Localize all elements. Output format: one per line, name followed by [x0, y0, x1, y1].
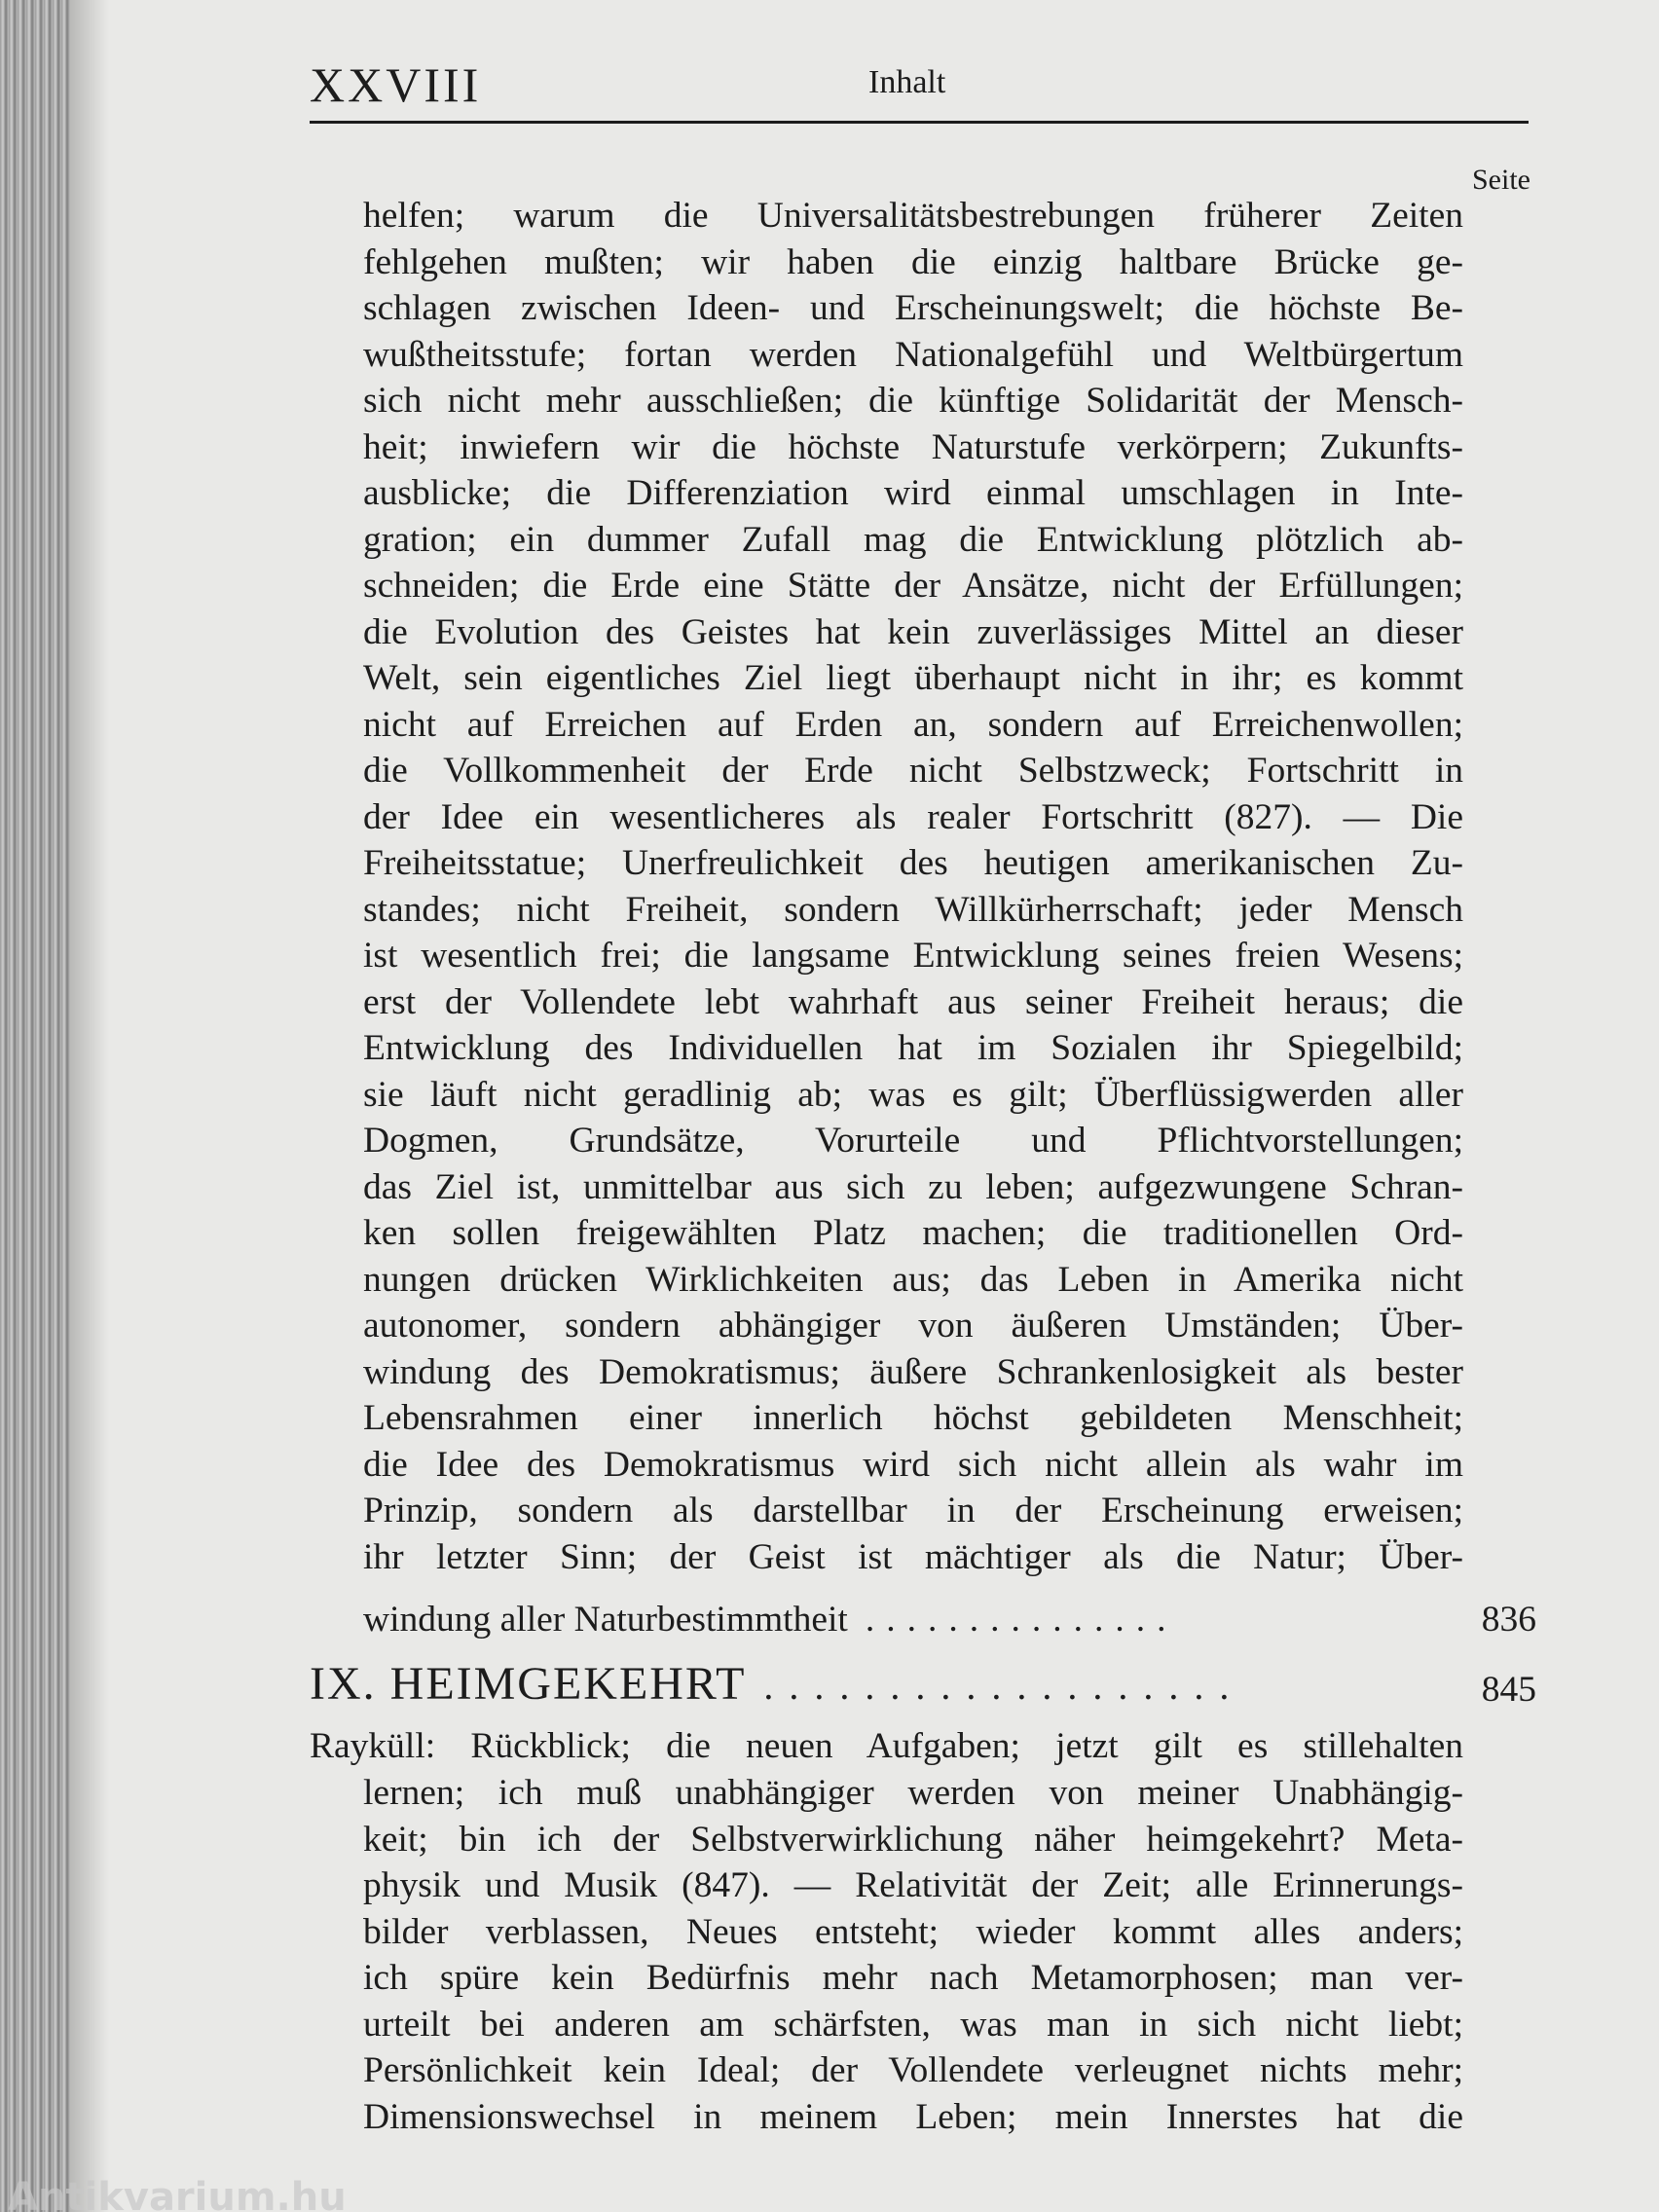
- text-line: wußtheitsstufe; fortan werden Nationalgefühl und Weltbürgertum: [363, 334, 1463, 375]
- text-line: urteilt bei anderen am schärfsten, was man in sich nicht liebt;: [363, 2004, 1463, 2045]
- watermark: Antikvarium.hu: [8, 2175, 347, 2212]
- text-line: sich nicht mehr ausschließen; die künftige Solidarität der Mensch-: [363, 381, 1463, 421]
- text-line: Persönlichkeit kein Ideal; der Vollendete verleugnet nichts mehr;: [363, 2050, 1463, 2090]
- text-line: die Evolution des Geistes hat kein zuverlässiges Mittel an dieser: [363, 611, 1463, 652]
- text-line: Dimensionswechsel in meinem Leben; mein Innerstes hat die: [363, 2096, 1463, 2137]
- toc-entry-last-line: [363, 1597, 1463, 1643]
- book-page-edges: [0, 0, 70, 2212]
- text-line: Prinzip, sondern als darstellbar in der Erscheinung erweisen;: [363, 1491, 1463, 1530]
- chapter-title: IX. HEIMGEKEHRT: [310, 1658, 747, 1710]
- toc-entry-last-text: windung aller Naturbestimmtheit: [363, 1600, 848, 1640]
- text-line: schneiden; die Erde eine Stätte der Ansätze, nicht der Erfüllungen;: [363, 566, 1463, 606]
- text-line: physik und Musik (847). — Relativität der Zeit; alle Erinnerungs-: [363, 1865, 1463, 1905]
- text-line: das Ziel ist, unmittelbar aus sich zu leben; aufgezwungene Schran-: [363, 1166, 1463, 1207]
- toc-page-number: 836: [1481, 1600, 1536, 1640]
- text-line: autonomer, sondern abhängiger von äußeren Umständen; Über-: [363, 1306, 1463, 1346]
- chapter-page-number: 845: [1481, 1670, 1536, 1710]
- text-line: die Vollkommenheit der Erde nicht Selbstzweck; Fortschritt in: [363, 751, 1463, 791]
- text-line: standes; nicht Freiheit, sondern Willkürherrschaft; jeder Mensch: [363, 889, 1463, 930]
- text-line: Lebensrahmen einer innerlich höchst gebildeten Menschheit;: [363, 1398, 1463, 1438]
- text-line: ausblicke; die Differenziation wird einmal umschlagen in Inte-: [363, 473, 1463, 513]
- page-number: XXVIII: [310, 57, 482, 112]
- text-line: Welt, sein eigentliches Ziel liegt überhaupt nicht in ihr; es kommt: [363, 658, 1463, 698]
- text-line: ihr letzter Sinn; der Geist ist mächtiger als die Natur; Über-: [363, 1536, 1463, 1577]
- text-line: fehlgehen mußten; wir haben die einzig haltbare Brücke ge-: [363, 241, 1463, 282]
- text-line: erst der Vollendete lebt wahrhaft aus seiner Freiheit heraus; die: [363, 981, 1463, 1022]
- text-line: gration; ein dummer Zufall mag die Entwicklung plötzlich ab-: [363, 519, 1463, 560]
- text-line: heit; inwiefern wir die höchste Naturstufe verkörpern; Zukunfts-: [363, 426, 1463, 467]
- text-line: schlagen zwischen Ideen- und Erscheinungswelt; die höchste Be-: [363, 288, 1463, 328]
- text-line: ist wesentlich frei; die langsame Entwicklung seines freien Wesens;: [363, 936, 1463, 976]
- text-line: helfen; warum die Universalitätsbestrebungen früherer Zeiten: [363, 196, 1463, 236]
- toc-entry-first-line: Rayküll: Rückblick; die neuen Aufgaben; jetzt gilt es stillehalten: [310, 1726, 1463, 1766]
- leader-dots: ...................: [763, 1664, 1245, 1708]
- text-line: nicht auf Erreichen auf Erden an, sondern auf Erreichenwollen;: [363, 704, 1463, 745]
- text-line: Freiheitsstatue; Unerfreulichkeit des heutigen amerikanischen Zu-: [363, 843, 1463, 883]
- page-column-label: Seite: [1472, 164, 1530, 196]
- text-line: die Idee des Demokratismus wird sich nicht allein als wahr im: [363, 1444, 1463, 1485]
- running-head: Inhalt: [868, 64, 946, 100]
- text-line: windung des Demokratismus; äußere Schrankenlosigkeit als bester: [363, 1351, 1463, 1392]
- leader-dots: ...............: [865, 1600, 1178, 1640]
- text-line: lernen; ich muß unabhängiger werden von meiner Unabhängig-: [363, 1773, 1463, 1813]
- text-line: Entwicklung des Individuellen hat im Sozialen ihr Spiegelbild;: [363, 1028, 1463, 1068]
- text-line: nungen drücken Wirklichkeiten aus; das Leben in Amerika nicht: [363, 1259, 1463, 1300]
- text-line: ich spüre kein Bedürfnis mehr nach Metamorphosen; man ver-: [363, 1958, 1463, 1998]
- gutter-shadow: [70, 0, 109, 2212]
- text-line: Dogmen, Grundsätze, Vorurteile und Pflichtvorstellungen;: [363, 1121, 1463, 1161]
- text-line: der Idee ein wesentlicheres als realer Fortschritt (827). — Die: [363, 796, 1463, 837]
- header-rule: [310, 121, 1529, 124]
- text-line: bilder verblassen, Neues entsteht; wieder kommt alles anders;: [363, 1911, 1463, 1952]
- chapter-heading: [310, 1655, 1463, 1715]
- text-line: keit; bin ich der Selbstverwirklichung näher heimgekehrt? Meta-: [363, 1819, 1463, 1860]
- text-line: ken sollen freigewählten Platz machen; die traditionellen Ord-: [363, 1213, 1463, 1253]
- text-line: sie läuft nicht geradlinig ab; was es gilt; Überflüssigwerden aller: [363, 1074, 1463, 1115]
- page-header: [310, 56, 1529, 125]
